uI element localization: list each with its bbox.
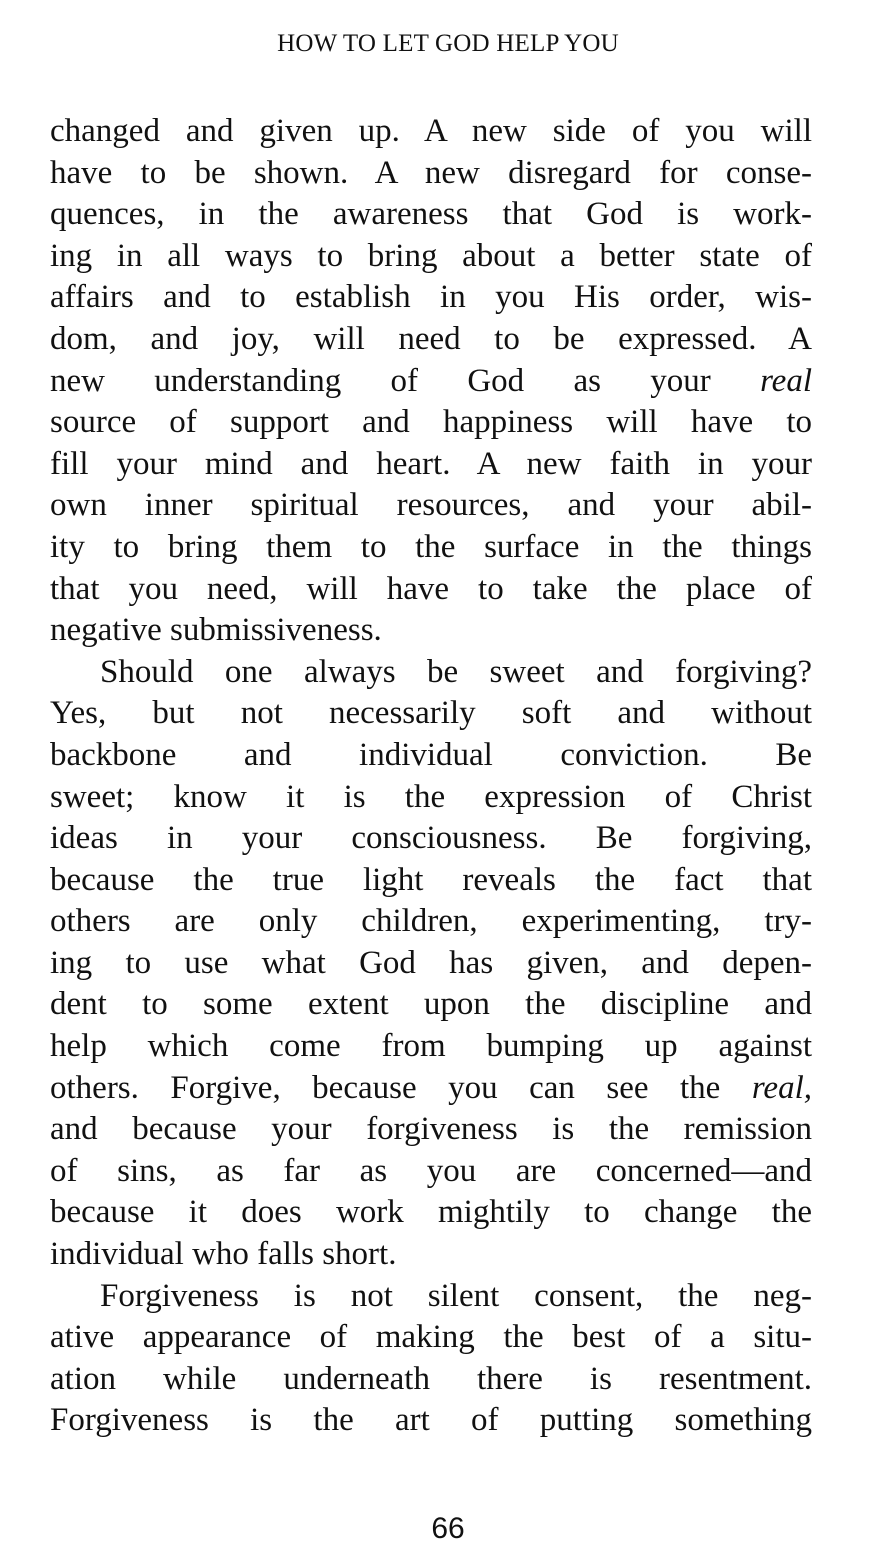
text-line xyxy=(50,527,812,569)
text-line xyxy=(50,652,812,694)
text-line xyxy=(50,1234,812,1276)
text-segment: Forgiveness is not silent consent, the neg- xyxy=(100,1277,812,1314)
text-line xyxy=(50,402,812,444)
text-line xyxy=(50,111,812,153)
text-line xyxy=(50,1068,812,1110)
page-number: 66 xyxy=(431,1512,465,1545)
text-segment: ity to bring them to the surface in the things xyxy=(50,528,812,565)
text-segment: sweet; know it is the expression of Christ xyxy=(50,778,812,815)
text-line xyxy=(50,194,812,236)
text-segment: ing to use what God has given, and depen- xyxy=(50,944,812,981)
text-line xyxy=(50,236,812,278)
text-segment: dom, and joy, will need to be expressed. A xyxy=(50,320,812,357)
text-segment: Yes, but not necessarily soft and without xyxy=(50,695,812,732)
text-line xyxy=(50,319,812,361)
text-segment: have to be shown. A new disregard for conse- xyxy=(50,154,812,191)
text-line xyxy=(50,984,812,1026)
text-segment: own inner spiritual resources, and your abil- xyxy=(50,487,812,524)
text-line xyxy=(50,1359,812,1401)
text-segment: dent to some extent upon the discipline and xyxy=(50,986,812,1023)
text-line xyxy=(50,901,812,943)
running-header: HOW TO LET GOD HELP YOU xyxy=(277,30,619,57)
text-segment: others are only children, experimenting, try- xyxy=(50,903,812,940)
text-segment: and because your forgiveness is the remission xyxy=(50,1111,812,1148)
body-text xyxy=(50,111,812,1442)
text-segment: Forgiveness is the art of putting something xyxy=(50,1402,812,1439)
text-line xyxy=(50,569,812,611)
text-segment: source of support and happiness will have to xyxy=(50,404,812,441)
text-line xyxy=(50,1151,812,1193)
text-line xyxy=(50,277,812,319)
text-segment: ation while underneath there is resentment. xyxy=(50,1360,812,1397)
text-segment: ing in all ways to bring about a better state of xyxy=(50,237,812,274)
text-line xyxy=(50,1400,812,1442)
text-segment: ideas in your consciousness. Be forgiving, xyxy=(50,820,812,857)
text-segment: backbone and individual conviction. Be xyxy=(50,736,812,773)
text-segment: because the true light reveals the fact that xyxy=(50,861,812,898)
text-line xyxy=(50,444,812,486)
text-line xyxy=(50,610,812,652)
text-segment: of sins, as far as you are concerned—and xyxy=(50,1152,812,1189)
text-segment: others. Forgive, because you can see the xyxy=(50,1069,752,1106)
text-line xyxy=(50,485,812,527)
text-line xyxy=(50,777,812,819)
text-segment: new understanding of God as your xyxy=(50,362,761,399)
italic-text: real xyxy=(760,362,812,399)
text-segment: because it does work mightily to change the xyxy=(50,1194,812,1231)
text-line xyxy=(50,361,812,403)
text-segment: quences, in the awareness that God is work- xyxy=(50,196,812,233)
text-segment: fill your mind and heart. A new faith in your xyxy=(50,445,812,482)
text-segment: help which come from bumping up against xyxy=(50,1028,812,1065)
italic-text: real, xyxy=(751,1069,812,1106)
text-segment: individual who falls short. xyxy=(50,1236,397,1273)
text-segment: that you need, will have to take the place of xyxy=(50,570,812,607)
text-segment: ative appearance of making the best of a situ- xyxy=(50,1319,812,1356)
text-segment: negative submissiveness. xyxy=(50,612,382,649)
text-line xyxy=(50,1026,812,1068)
text-line xyxy=(50,1109,812,1151)
text-segment: affairs and to establish in you His order, wis- xyxy=(50,279,812,316)
text-line xyxy=(50,693,812,735)
text-line xyxy=(50,1192,812,1234)
text-segment: Should one always be sweet and forgiving? xyxy=(100,653,812,690)
text-line xyxy=(50,1276,812,1318)
text-line xyxy=(50,1317,812,1359)
text-line xyxy=(50,735,812,777)
text-line xyxy=(50,860,812,902)
text-segment: changed and given up. A new side of you will xyxy=(50,113,812,149)
text-line xyxy=(50,153,812,195)
text-line xyxy=(50,943,812,985)
text-line xyxy=(50,818,812,860)
